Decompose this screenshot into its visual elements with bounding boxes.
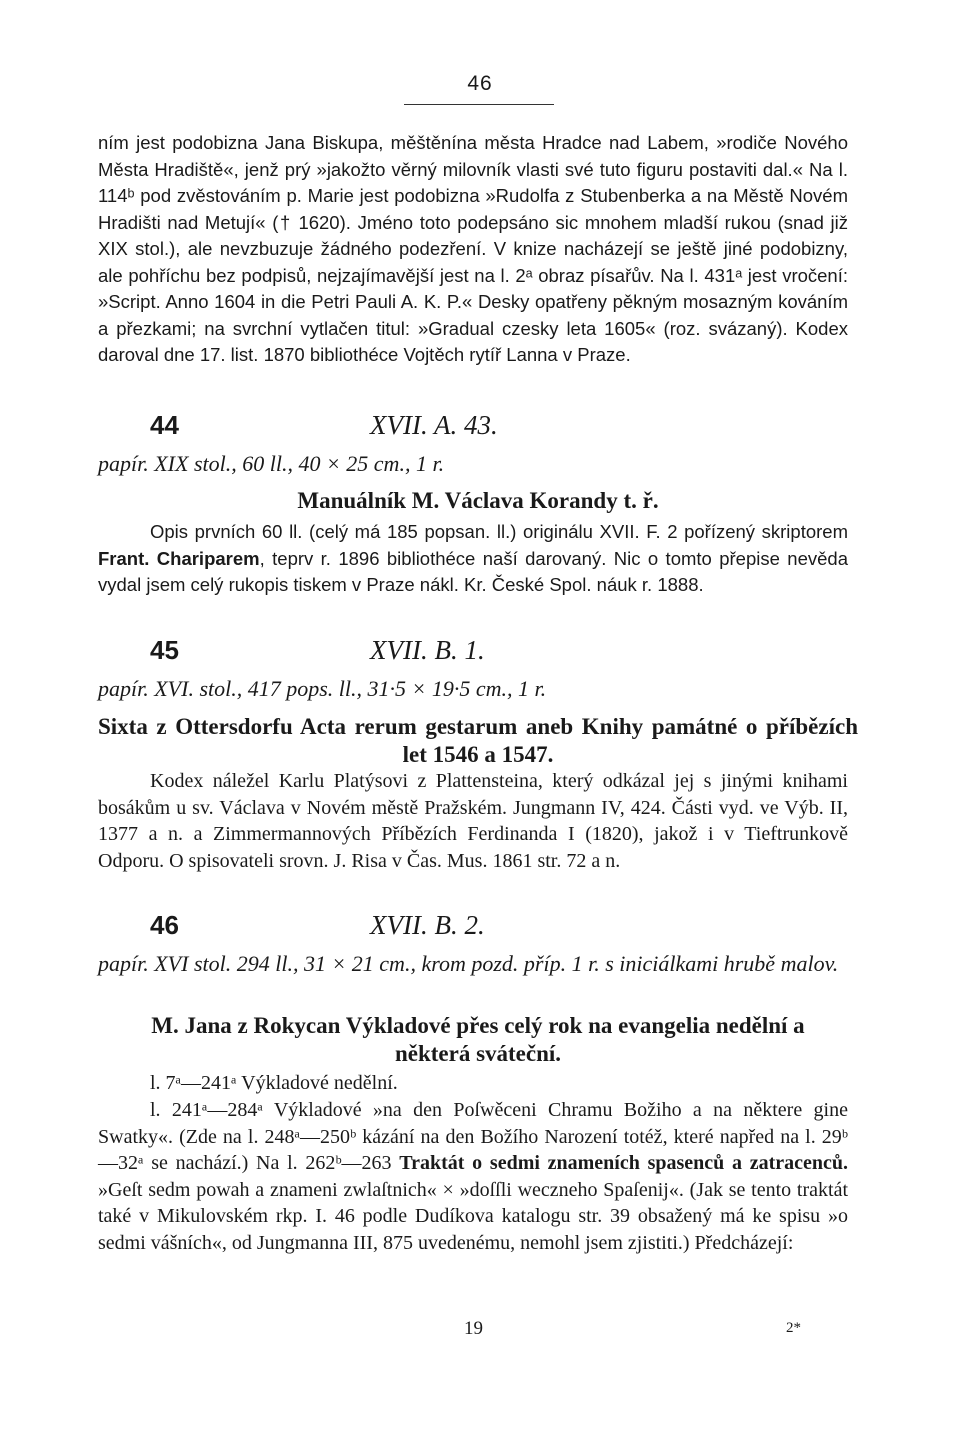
entry-44-heading [150,410,850,444]
entry-46-title: M. Jana z Rokycan Výkladové přes celý rok na evangelia nedělní a některá sváteční. [151,1013,805,1066]
entry-signature: XVII. B. 1. [370,635,485,665]
entry-signature: XVII. A. 43. [370,410,498,440]
entry-45-title: Sixta z Ottersdorfu Acta rerum gestarum aneb Knihy památné o příbězích let 1546 a 1547. [98,714,858,767]
intro-paragraph: ním jest podobizna Jana Biskupa, měštěnína města Hradce nad Labem, »rodiče Nového Města Hradiště«, jenž prý »jakožto věrný milovník vlasti své tuto figuru postaviti dal.« Na l. 114ᵇ pod zvěstováním p. Marie jest podobizna »Rudolfa z Stubenberka a na Městě Novém Hradišti nad Metují« († 1620). Jméno toto podepsáno sic mnohem mladší rukou (snad již XIX stol.), ale nevzbuzuje žádného podezření. V knize nacházejí se ještě jiné podobizny, ale pohříchu bez podpisů, nejzajímavější jest na l. 2ᵃ obraz písařův. Na l. 431ᵃ jest vročení: »Script. Anno 1604 in die Petri Pauli A. K. P.« Desky opatřeny pěkným mosazným kováním a přezkami; na svrchní vytlačen titul: »Gradual czesky leta 1605« (roz. svázaný). Kodex daroval dne 17. list. 1870 bibliothéce Vojtěch rytíř Lanna v Praze. [98,132,848,365]
entry-number: 45 [150,635,179,665]
entry-44-description: Opis prvních 60 ll. (celý má 185 popsan. ll.) originálu XVII. F. 2 pořízený skriptorem Frant. Chariparem, teprv r. 1896 bibliothéce naší darovaný. Nic o tomto přepise nevěda vydal jsem celý rukopis tiskem v Praze nákl. Kr. České Spol. náuk r. 1888. [98,521,848,595]
entry-46-item-1: l. 7ᵃ—241ᵃ Výkladové nedělní. [150,1072,398,1094]
entry-45-description: Kodex náležel Karlu Platýsovi z Plattensteina, který odkázal jej s jinými knihami bosákům u sv. Václava v Novém městě Pražském. Jungmann IV, 424. Části vyd. ve Výb. II, 1377 a n. a Zimmermannových Příbězích Ferdinanda I (1820), jakož i v Tieftrunkově Odporu. O spisovateli srovn. J. Risa v Čas. Mus. 1861 str. 72 a n. [98,770,848,872]
treatise-title: Traktát o sedmi znameních spasenců a zatracenců. [399,1152,849,1174]
entry-44-meta: papír. XIX stol., 60 ll., 40 × 25 cm., 1 r. [98,451,445,476]
entry-46-item-2: l. 241ᵃ—284ᵃ Výkladové »na den Poſwěceni Chramu Božiho a na některe gine Swatky«. (Zde na l. 248ᵃ—250ᵇ kázání na den Božího Narození totéž, které napřed na l. 29ᵇ—32ᵃ se nachází.) Na l. 262ᵇ—263 Traktát o sedmi znameních spasenců a zatracenců. »Geſt sedm powah a znameni zwlaſtnich« × »doſſli weczneho Spaſenij«. (Jak se tento traktát také v Mikulovském rkp. I. 46 podle Dudíkova katalogu str. 39 obsažený má ke spisu »o sedmi vášních«, od Jungmanna III, 875 uvedenému, nemohl jsem zjistiti.) Předcházejí: [98,1099,849,1254]
entry-45-meta: papír. XVI. stol., 417 pops. ll., 31·5 × 19·5 cm., 1 r. [98,676,547,701]
footer-page-number: 19 [464,1318,483,1339]
entry-46-heading [150,910,850,944]
entry-46-meta: papír. XVI stol. 294 ll., 31 × 21 cm., krom pozd. příp. 1 r. s iniciálkami hrubě malov. [98,951,839,976]
header-rule [404,104,554,105]
entry-number: 46 [150,910,179,940]
signature-mark: 2* [786,1320,801,1336]
entry-45-heading [150,635,850,669]
entry-44-title: Manuálník M. Václava Korandy t. ř. [297,488,659,513]
entry-signature: XVII. B. 2. [370,910,485,940]
scribe-name: Frant. Chariparem [98,547,260,569]
entry-number: 44 [150,410,179,440]
page-number: 46 [467,72,493,95]
